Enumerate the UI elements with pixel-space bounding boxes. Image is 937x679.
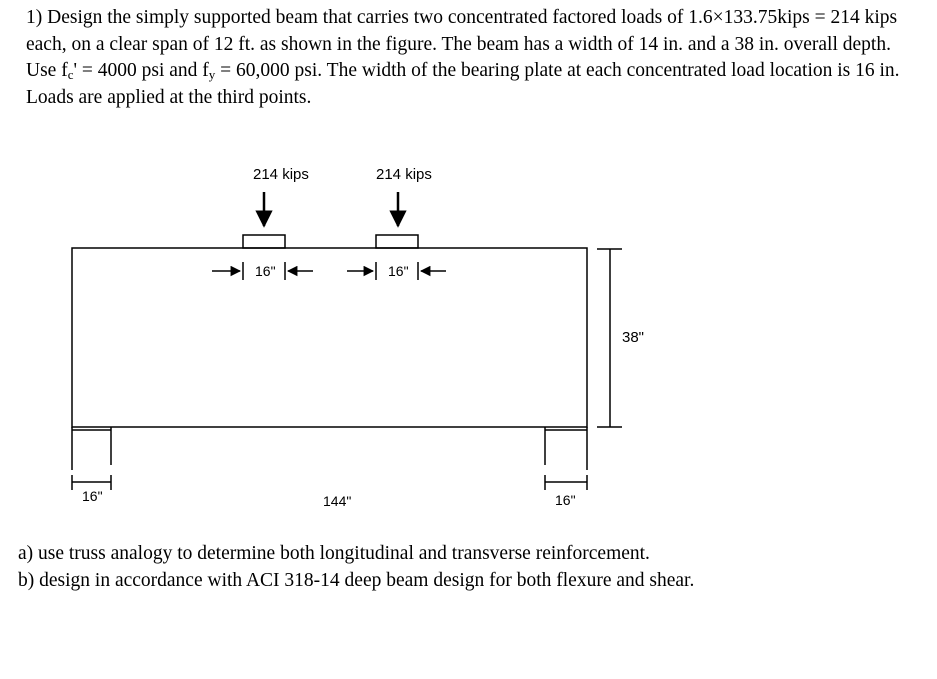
left-support [72,427,111,470]
right-support [545,427,587,470]
question-b: b) design in accordance with ACI 318-14 deep beam design for both flexure and shear. [18,569,695,591]
problem-text-3: = 60,000 psi. The width of the bearing plate at each concentrated load location is 16 in. Loads are applied at the third points. [26,60,900,108]
load-label-right: 214 kips [376,166,432,183]
problem-text-1: 1) Design the simply supported beam that carries two concentrated factored loads of 1.6×133.75kips = 214 kips each, on a clear span of 12 ft. as shown in the figure. The beam has a width of 14 in. and a 38 in. overall depth. Use f [26,7,898,81]
depth-label: 38" [622,329,645,346]
question-list [18,541,918,594]
span-label: 144" [323,493,352,509]
plate-label-right: 16" [388,263,409,279]
question-a: a) use truss analogy to determine both longitudinal and transverse reinforcement. [18,543,650,564]
fy-subscript: y [208,67,216,82]
plate-label-left: 16" [255,263,276,279]
beam-outline [72,248,587,427]
depth-dimension [597,249,622,427]
bearing-plate-left [243,235,285,248]
support-label-right: 16" [555,492,576,508]
support-dim-right [545,475,587,490]
bearing-plate-right [376,235,418,248]
support-label-left: 16" [82,488,103,504]
load-label-left: 214 kips [253,166,309,183]
fc-subscript: c [67,67,74,82]
problem-text-2: ' = 4000 psi and f [73,60,209,81]
